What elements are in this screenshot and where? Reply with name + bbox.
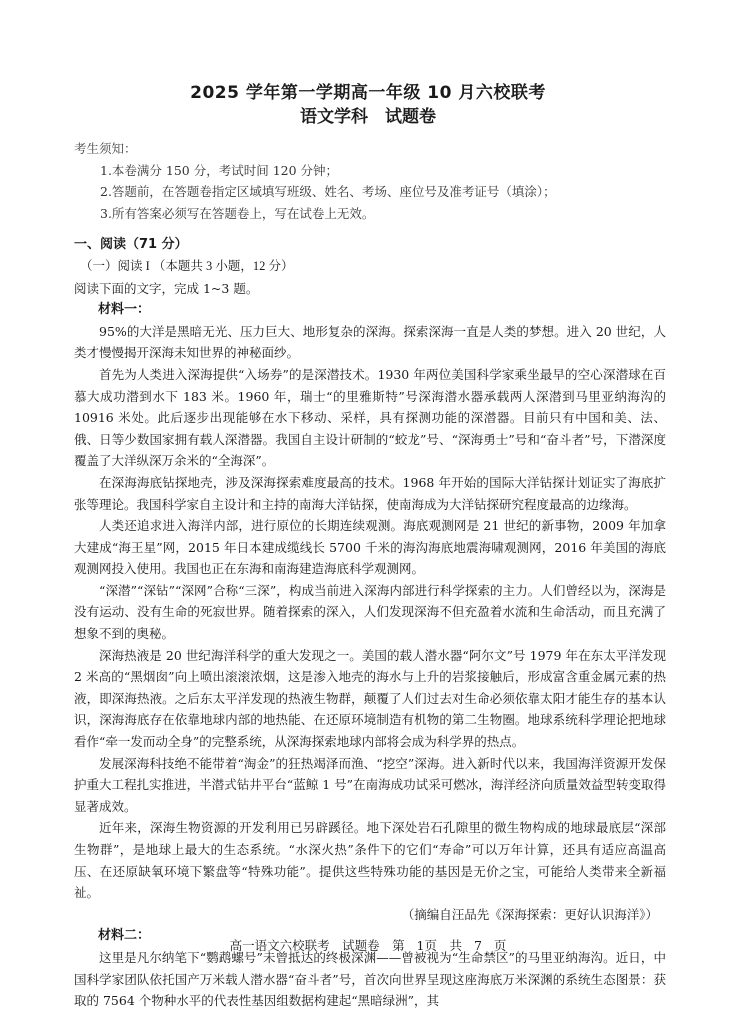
exam-content	[74, 138, 666, 1012]
material2-title: 材料二：	[98, 928, 151, 944]
note-item: 2.答题前，在答题卷指定区域填写班级、姓名、考场、座位号及准考证号（填涂）；	[100, 184, 556, 200]
material1-paragraph: 近年来，深海生物资源的开发利用已另辟蹊径。地下深处岩石孔隙里的微生物构成的地球最底层“深部生物群”，是地球上最大的生态系统。“水深火热”条件下的它们“寿命”可以万年计算，还具有适应高温高压、在还原缺氧环境下繁盘等“特殊功能”。提供这些特殊功能的基因是无价之宝，可能给人类带来全新福祉。	[74, 820, 666, 901]
notes-title: 考生须知：	[74, 141, 137, 156]
exam-title: 2025 学年第一学期高一年级 10 月六校联考	[190, 83, 546, 103]
section-instruction: 阅读下面的文字，完成 1~3 题。	[74, 280, 259, 296]
section-heading: 一、阅读（71 分）	[74, 237, 188, 253]
material1-paragraph: 95%的大洋是黑暗无光、压力巨大、地形复杂的深海。探索深海一直是人类的梦想。进入 20 世纪，人类才慢慢揭开深海未知世界的神秘面纱。	[74, 323, 666, 361]
section-subheading: （一）阅读 I （本题共 3 小题，12 分）	[80, 258, 294, 273]
material1-paragraph: 深海热液是 20 世纪海洋科学的重大发现之一。美国的载人潜水器“阿尔文”号 1979 年在东太平洋发现 2 米高的“黑烟囱”向上喷出滚滚浓烟，这是渗入地壳的海水与上升的岩浆接触后，形成富含重金属元素的热液，即深海热液。之后东太平洋发现的热液生物群，颠覆了人们过去对生命必须依靠太阳才能生存的基本认识，深海海底存在依靠地球内部的地热能、在还原环境制造有机物的第二生物圈。地球系统科学理论把地球看作“牵一发而动全身”的完整系统，从深海探索地球内部将会成为科学界的热点。	[74, 647, 666, 750]
material1-paragraph: 在深海海底钻探地壳，涉及深海探索难度最高的技术。1968 年开始的国际大洋钻探计划证实了海底扩张等理论。我国科学家自主设计和主持的南海大洋钻探，使南海成为大洋钻探研究程度最高的边缘海。	[74, 474, 666, 512]
material1-paragraph: 发展深海科技绝不能带着“淘金”的狂热竭泽而渔、“挖空”深海。进入新时代以来，我国海洋资源开发保护重大工程扎实推进，半潜式钻井平台“蓝鲸 1 号”在南海成功试采可燃冰，海洋经济向质量效益型转变取得显著成效。	[74, 755, 666, 814]
material1-paragraph: 首先为人类进入深海提供“入场券”的是深潜技术。1930 年两位美国科学家乘坐最早的空心深潜球在百慕大成功潜到水下 183 米。1960 年，瑞士“的里雅斯特”号深海潜水器承载两人深潜到马里亚纳海沟的 10916 米处。此后逐步出现能够在水下移动、采样，具有探测功能的深潜器。目前只有中国和美、法、俄、日等少数国家拥有载人深潜器。我国自主设计研制的“蛟龙”号、“深海勇士”号和“奋斗者”号，下潜深度覆盖了大洋纵深万余米的“全海深”。	[74, 366, 666, 469]
note-item: 1.本卷满分 150 分，考试时间 120 分钟；	[100, 162, 339, 178]
material2-paragraph: 这里是凡尔纳笔下“鹦鹉螺号”未曾抵达的终极深渊——曾被视为“生命禁区”的马里亚纳海沟。近日，中国科学家团队依托国产万米载人潜水器“奋斗者”号，首次向世界呈现这座海底万米深渊的系统生态图景：获取的 7564 个物种水平的代表性基因组数据构建起“黑暗绿洲”，其	[74, 949, 666, 1009]
note-item: 3.所有答案必须写在答题卷上，写在试卷上无效。	[100, 205, 375, 221]
material1-title: 材料一：	[98, 302, 151, 318]
material1-source: （摘编自汪品先《深海探索：更好认识海洋》）	[401, 906, 658, 922]
page-footer: 高一语文六校联考 试题卷 第 1页 共 7 页	[229, 938, 507, 953]
exam-subtitle: 语文学科 试题卷	[300, 107, 436, 127]
material1-paragraph: 人类还追求进入海洋内部，进行原位的长期连续观测。海底观测网是 21 世纪的新事物，2009 年加拿大建成“海王星”网，2015 年日本建成缆线长 5700 千米的海沟海底地震海啸观测网，2016 年美国的海底观测网投入使用。我国也正在东海和南海建造海底科学观测网。	[74, 518, 666, 577]
material1-paragraph: “深潜”“深钻”“深网”合称“三深”，构成当前进入深海内部进行科学探索的主力。人们曾经以为，深海是没有运动、没有生命的死寂世界。随着探索的深入，人们发现深海不但充盈着水流和生命活动，而且充满了想象不到的奥秘。	[74, 582, 666, 642]
